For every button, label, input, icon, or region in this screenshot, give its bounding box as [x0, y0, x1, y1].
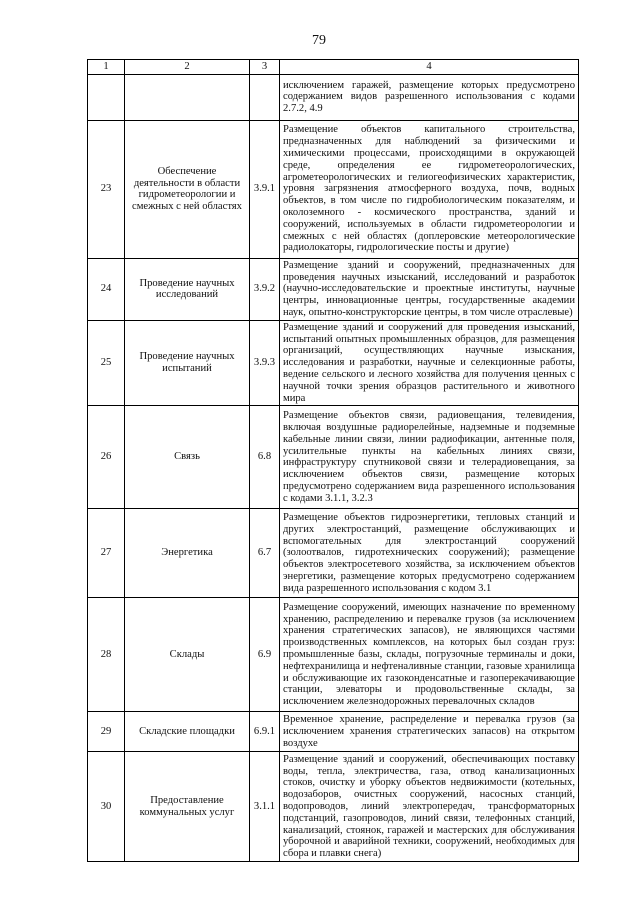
- continuation-row: [88, 74, 579, 120]
- use-description: Размещение объектов гидроэнергетики, тепловых станций и других электростанций, размещение обслуживающих и вспомогательных для электростанций сооружений (золоотвалов, гидротехнических сооружений); размещение объектов электросетевого хозяйства, за исключением объектов энергетики, размещение которых предусмотрено содержанием вида разрешенного использования с кодом 3.1: [280, 509, 579, 598]
- use-code: 3.1.1: [250, 752, 280, 862]
- row-number: 28: [88, 598, 125, 712]
- use-code: 3.9.3: [250, 320, 280, 406]
- header-cell-4: 4: [280, 60, 579, 75]
- use-code: 6.9: [250, 598, 280, 712]
- use-code: 3.9.2: [250, 258, 280, 320]
- use-description: Размещение сооружений, имеющих назначение по временному хранению, распределению и перевалке грузов (за исключением хранения стратегических запасов), не являющихся частями производственных комплексов, на которых был создан груз: промышленные базы, склады, погрузочные терминалы и доки, нефтехранилища и нефтеналивные станции, газовые хранилища и обслуживающие их газоконденсатные и газоперекачивающие станции, элеваторы и продовольственные склады, за исключением железнодорожных перевалочных складов: [280, 598, 579, 712]
- header-cell-1: 1: [88, 60, 125, 75]
- use-description: Размещение объектов связи, радиовещания, телевидения, включая воздушные радиорелейные, надземные и подземные кабельные линии связи, линии радиофикации, антенные поля, усилительные пункты на кабельных линиях связи, инфраструктуру спутниковой связи и телерадиовещания, за исключением объектов связи, размещение которых предусмотрено содержанием вида разрешенного использования с кодами 3.1.1, 3.2.3: [280, 406, 579, 509]
- row-number: 23: [88, 120, 125, 258]
- table-row: [88, 258, 579, 320]
- header-cell-3: 3: [250, 60, 280, 75]
- continuation-text: исключением гаражей, размещение которых предусмотрено содержанием видов разрешенного использования с кодами 2.7.2, 4.9: [280, 74, 579, 120]
- table-row: [88, 598, 579, 712]
- use-name: Предоставление коммунальных услуг: [125, 752, 250, 862]
- use-name: Проведение научных испытаний: [125, 320, 250, 406]
- use-name: Обеспечение деятельности в области гидрометеорологии и смежных с ней областях: [125, 120, 250, 258]
- use-description: Размещение зданий и сооружений, предназначенных для проведения научных изысканий, исследований и разработок (научно-исследовательские и проектные институты, научные центры, инновационные центры, государственные академии наук, опытно-конструкторские центры, в том числе отраслевые): [280, 258, 579, 320]
- table-row: [88, 406, 579, 509]
- table-row: [88, 320, 579, 406]
- use-name: Склады: [125, 598, 250, 712]
- zoning-table: [87, 59, 579, 862]
- use-code: 6.8: [250, 406, 280, 509]
- row-number: 30: [88, 752, 125, 862]
- header-cell-2: 2: [125, 60, 250, 75]
- table-row: [88, 120, 579, 258]
- use-name: Складские площадки: [125, 712, 250, 752]
- table-row: [88, 509, 579, 598]
- use-code: 6.7: [250, 509, 280, 598]
- use-description: Размещение объектов капитального строительства, предназначенных для наблюдений за физическими и химическими процессами, происходящими в окружающей среде, определения ее гидрометеорологических, агрометеорологических и гелиогеофизических характеристик, уровня загрязнения атмосферного воздуха, почв, водных объектов, в том числе по гидробиологическим показателям, и околоземного - космического пространства, зданий и сооружений, используемых в области гидрометеорологии и смежных с ней областях (доплеровские метеорологические радиолокаторы, гидрологические посты и другие): [280, 120, 579, 258]
- table-row: [88, 712, 579, 752]
- use-description: Размещение зданий и сооружений, обеспечивающих поставку воды, тепла, электричества, газа, отвод канализационных стоков, очистку и уборку объектов недвижимости (котельных, водозаборов, очистных сооружений, насосных станций, водопроводов, линий электропередач, трансформаторных подстанций, газопроводов, линий связи, телефонных станций, канализаций, стоянок, гаражей и мастерских для обслуживания уборочной и аварийной техники, сооружений, необходимых для сбора и плавки снега): [280, 752, 579, 862]
- use-code: 6.9.1: [250, 712, 280, 752]
- use-description: Размещение зданий и сооружений для проведения изысканий, испытаний опытных промышленных образцов, для размещения организаций, осуществляющих научные изыскания, исследования и разработки, научные и селекционные работы, ведение сельского и лесного хозяйства для получения ценных с научной точки зрения образцов растительного и животного мира: [280, 320, 579, 406]
- row-number: 25: [88, 320, 125, 406]
- empty-cell: [250, 74, 280, 120]
- page-number: 79: [312, 33, 326, 48]
- empty-cell: [88, 74, 125, 120]
- use-name: Энергетика: [125, 509, 250, 598]
- row-number: 27: [88, 509, 125, 598]
- use-name: Связь: [125, 406, 250, 509]
- header-row: [88, 60, 579, 75]
- use-code: 3.9.1: [250, 120, 280, 258]
- empty-cell: [125, 74, 250, 120]
- use-name: Проведение научных исследований: [125, 258, 250, 320]
- row-number: 29: [88, 712, 125, 752]
- row-number: 24: [88, 258, 125, 320]
- row-number: 26: [88, 406, 125, 509]
- table-row: [88, 752, 579, 862]
- use-description: Временное хранение, распределение и перевалка грузов (за исключением хранения стратегических запасов) на открытом воздухе: [280, 712, 579, 752]
